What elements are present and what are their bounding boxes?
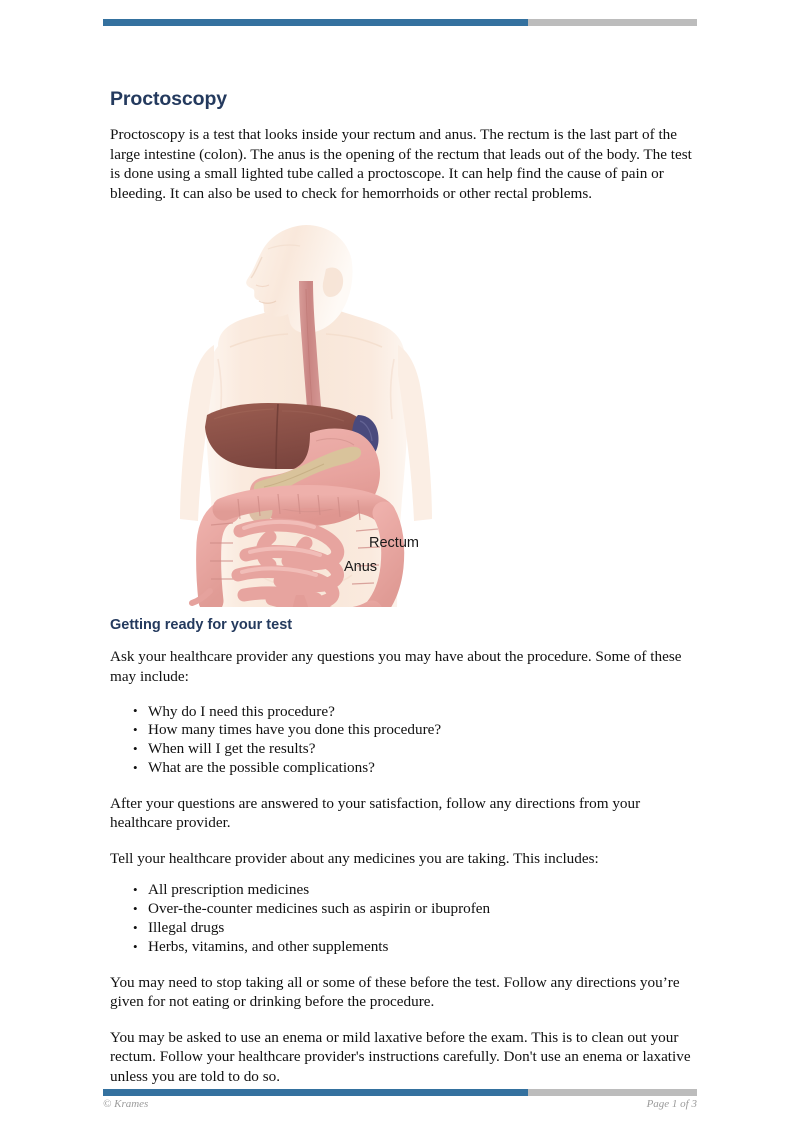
anatomy-figure: [110, 219, 694, 607]
list-item: • All prescription medicines: [148, 881, 694, 899]
document-content: [110, 88, 694, 1103]
section-intro-paragraph: Ask your healthcare provider any questions you may have about the procedure. Some of these may include:: [110, 648, 682, 685]
list-item: • Over-the-counter medicines such as aspirin or ibuprofen: [148, 900, 694, 918]
list-item: • Why do I need this procedure?: [148, 703, 694, 721]
footer-rule-gray-segment: [528, 1089, 697, 1096]
intro-paragraph: Proctoscopy is a test that looks inside your rectum and anus. The rectum is the last part of the large intestine (colon). The anus is the opening of the rectum that leads out of the body. The test is done using a small lighted tube called a proctoscope. It can help find the cause of pain or bleeding. It can also be used to check for hemorrhoids or other rectal problems.: [110, 126, 692, 202]
header-rule-gray-segment: [528, 19, 697, 26]
medicines-list: [110, 881, 694, 956]
stop-taking-paragraph: You may need to stop taking all or some of these before the test. Follow any directions you’re given for not eating or drinking before the procedure.: [110, 973, 680, 1011]
list-item: • Illegal drugs: [148, 919, 694, 937]
page-number-text: Page 1 of 3: [646, 1098, 697, 1110]
footer-rule-blue-segment: [103, 1089, 528, 1096]
list-item: • Herbs, vitamins, and other supplements: [148, 938, 694, 956]
questions-list: [110, 703, 694, 778]
list-item: • When will I get the results?: [148, 740, 694, 758]
list-item: • How many times have you done this procedure?: [148, 721, 694, 739]
figure-label-anus: Anus: [344, 559, 378, 576]
footer-rule: [103, 1089, 697, 1096]
list-item: • What are the possible complications?: [148, 759, 694, 777]
section-heading-getting-ready: Getting ready for your test: [110, 617, 293, 634]
header-rule: [103, 19, 697, 26]
medicines-intro-paragraph: Tell your healthcare provider about any medicines you are taking. This includes:: [110, 849, 599, 867]
page-footer: [103, 1098, 697, 1110]
figure-label-rectum: Rectum: [369, 535, 419, 552]
copyright-text: © Krames: [103, 1098, 149, 1110]
enema-paragraph: You may be asked to use an enema or mild laxative before the exam. This is to clean out your rectum. Follow your healthcare provider's instructions carefully. Don't use an enema or laxative unless you are told to do so.: [110, 1028, 691, 1085]
after-questions-paragraph: After your questions are answered to your satisfaction, follow any directions from your healthcare provider.: [110, 794, 641, 832]
page-title: Proctoscopy: [110, 88, 228, 110]
header-rule-blue-segment: [103, 19, 528, 26]
